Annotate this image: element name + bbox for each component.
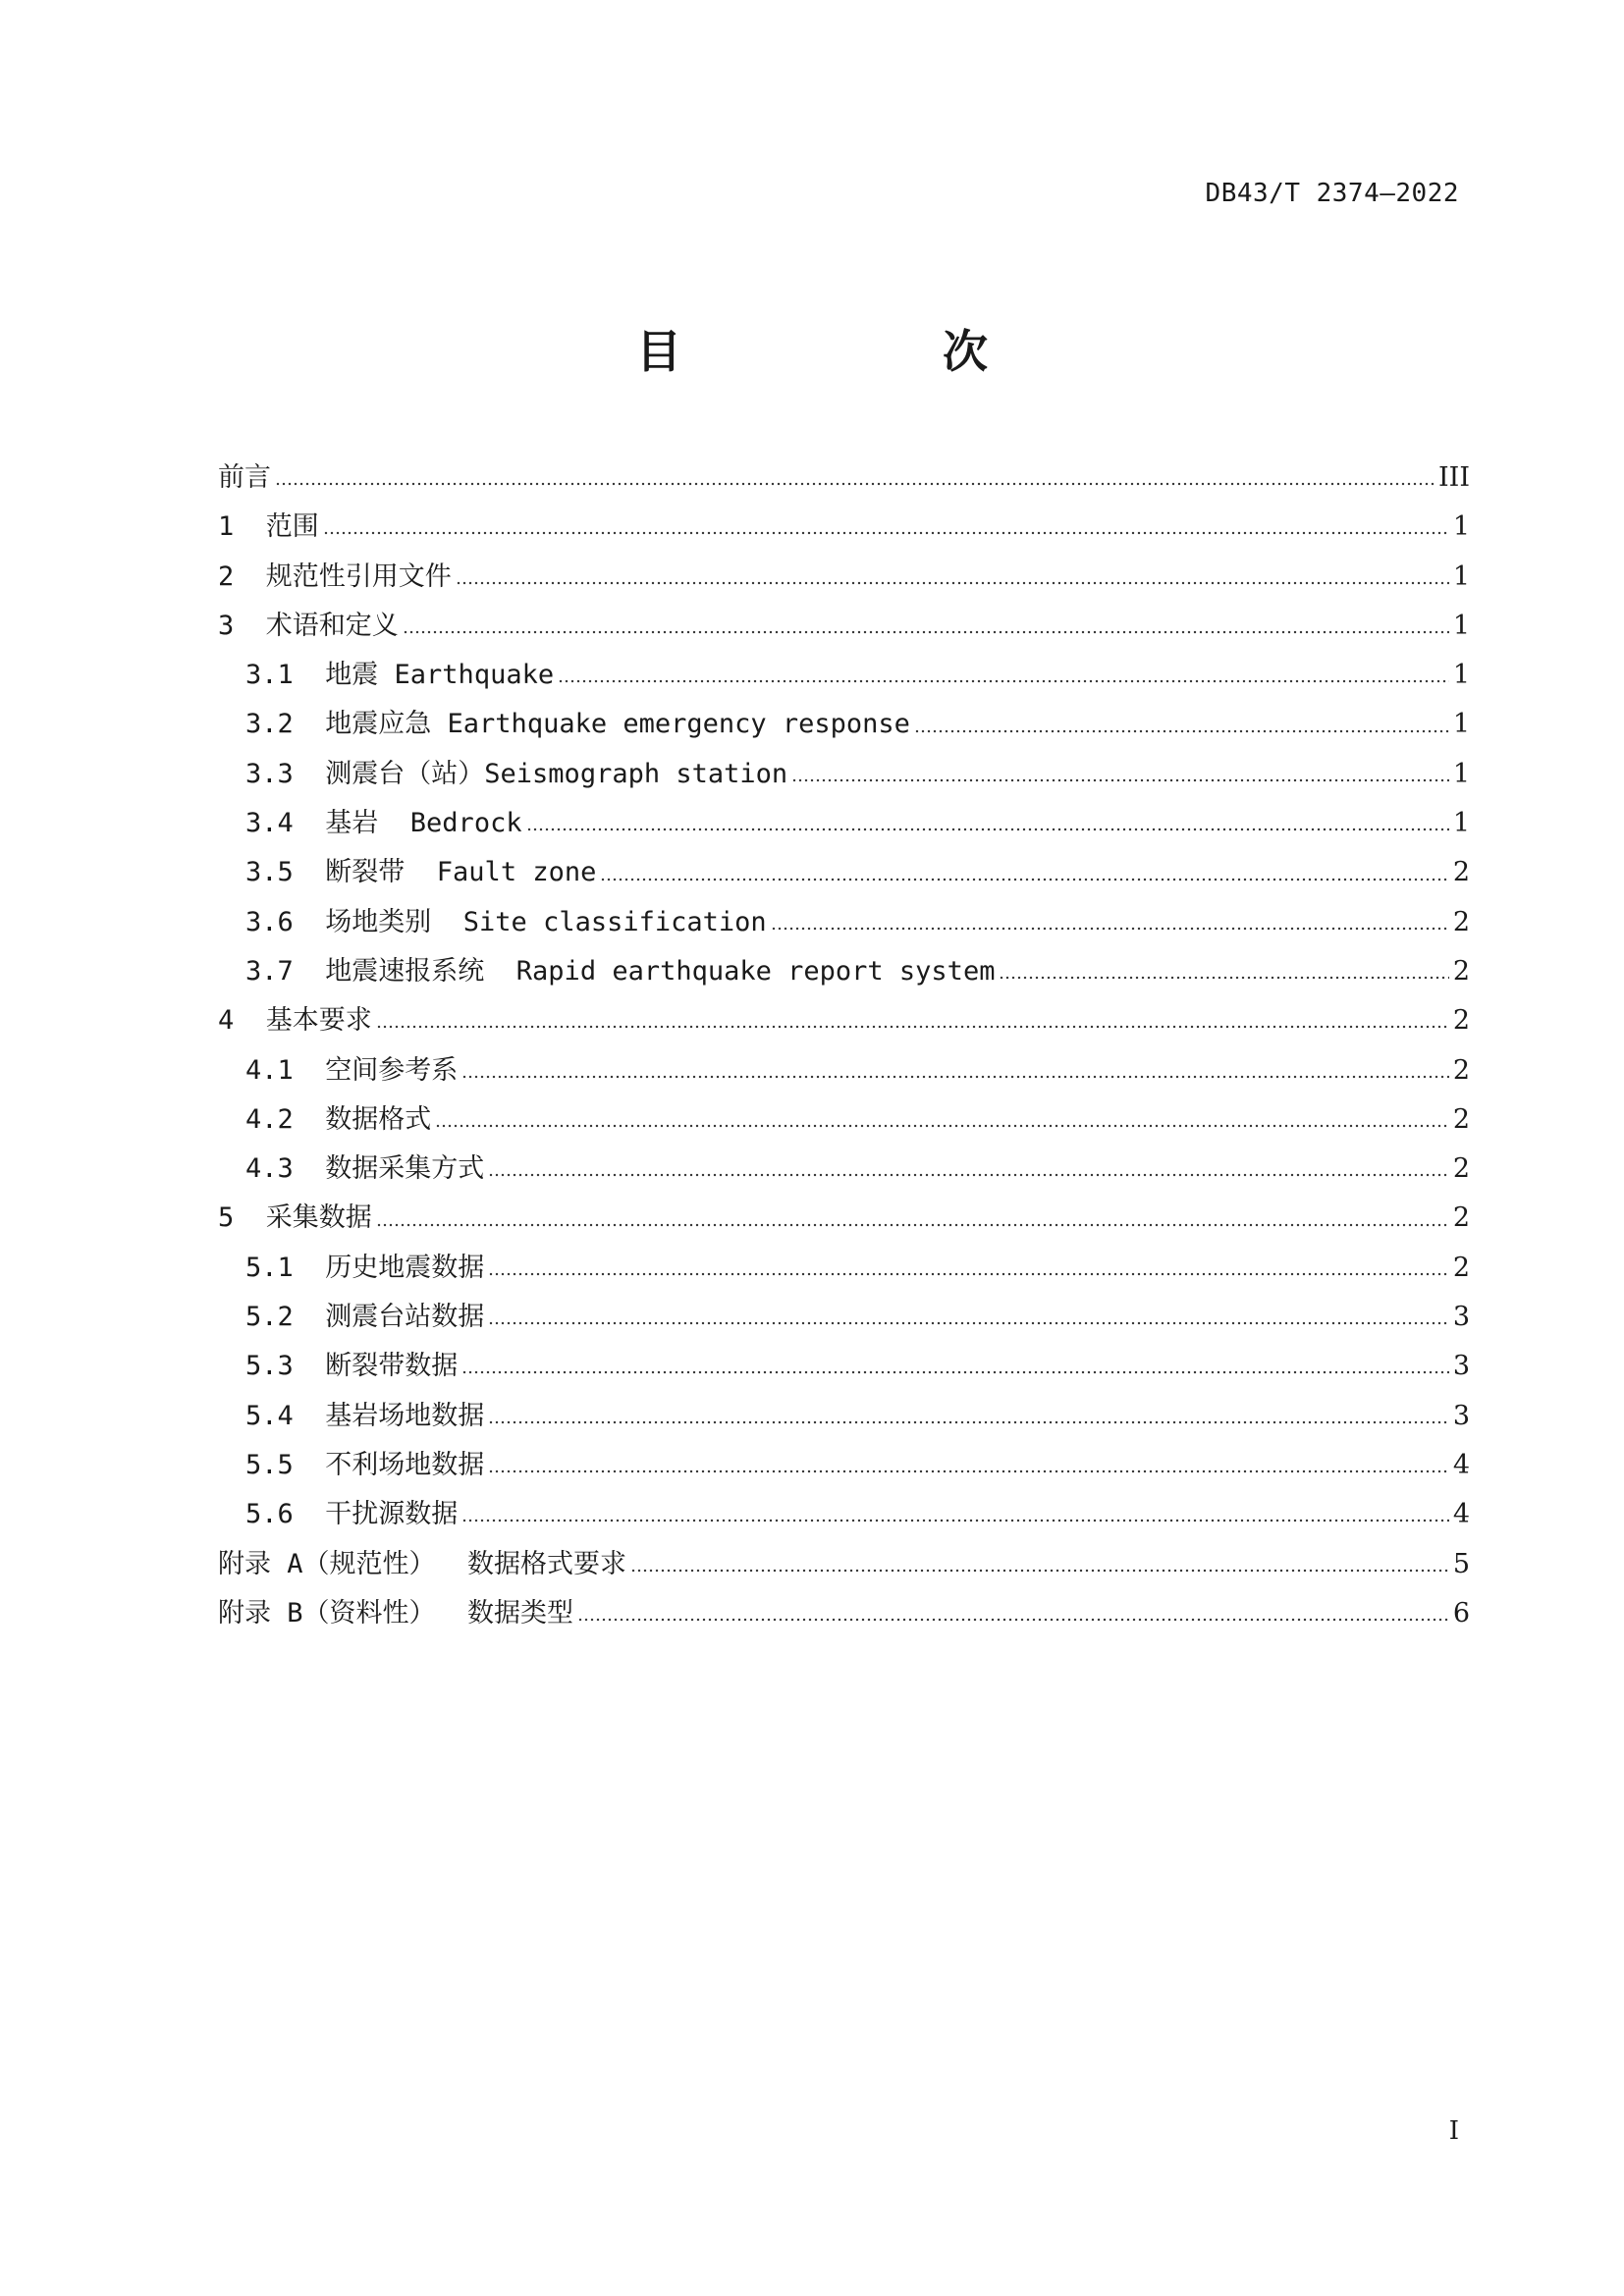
dot-leader [461, 1370, 1449, 1374]
toc-entry-number: 3.2 [245, 709, 326, 740]
toc-entry[interactable] [218, 1490, 1470, 1539]
toc-entry-number: 5.4 [245, 1400, 326, 1431]
toc-entry-page: 2 [1452, 955, 1470, 987]
toc-entry-title: 不利场地数据 [325, 1449, 485, 1480]
dot-leader [488, 1173, 1449, 1177]
dot-leader [791, 778, 1449, 782]
toc-entry-page: III [1438, 462, 1470, 493]
dot-leader [376, 1025, 1449, 1029]
toc-entry-page: 2 [1452, 1202, 1470, 1234]
toc-entry-page: 4 [1452, 1499, 1470, 1530]
toc-entry[interactable] [218, 1194, 1470, 1243]
toc-entry[interactable] [218, 503, 1470, 552]
toc-entry[interactable] [218, 750, 1470, 799]
toc-entry-number: 3 [218, 610, 266, 641]
table-of-contents [218, 454, 1470, 1638]
toc-entry-page: 1 [1452, 511, 1470, 543]
toc-entry[interactable] [218, 1441, 1470, 1490]
toc-entry[interactable] [218, 553, 1470, 602]
toc-entry-page: 5 [1452, 1548, 1470, 1579]
dot-leader [323, 531, 1449, 535]
toc-entry-number: 3.6 [245, 906, 326, 937]
dot-leader [488, 1272, 1449, 1276]
dot-leader [526, 828, 1449, 831]
toc-entry-number: 3.5 [245, 857, 326, 888]
dot-leader [914, 729, 1449, 733]
toc-entry-title: 地震应急 Earthquake emergency response [325, 709, 910, 740]
dot-leader [376, 1223, 1449, 1227]
toc-entry-page: 3 [1452, 1400, 1470, 1431]
toc-entry-page: 1 [1452, 561, 1470, 592]
toc-entry-title: 断裂带 Fault zone [325, 857, 597, 888]
toc-entry-title: 附录 A（规范性） 数据格式要求 [218, 1548, 627, 1579]
dot-leader [488, 1420, 1449, 1424]
page-number: I [1448, 2116, 1459, 2146]
document-code: DB43/T 2374—2022 [1205, 179, 1459, 208]
dot-leader [558, 679, 1449, 683]
toc-entry[interactable] [218, 1342, 1470, 1391]
toc-entry[interactable] [218, 1046, 1470, 1095]
toc-entry-page: 1 [1452, 758, 1470, 789]
toc-entry-number: 5.5 [245, 1449, 326, 1480]
toc-entry-title: 数据格式 [325, 1103, 432, 1135]
toc-entry-page: 2 [1452, 1054, 1470, 1086]
toc-entry-page: 2 [1452, 1005, 1470, 1037]
toc-entry-page: 3 [1452, 1302, 1470, 1333]
toc-entry-title: 测震台站数据 [325, 1302, 485, 1333]
toc-entry-page: 2 [1452, 906, 1470, 937]
toc-entry[interactable] [218, 898, 1470, 947]
toc-entry-page: 1 [1452, 709, 1470, 740]
toc-entry-title: 断裂带数据 [325, 1351, 459, 1382]
toc-entry-number: 4.1 [245, 1054, 326, 1086]
dot-leader [461, 1519, 1449, 1522]
toc-entry-number: 5.2 [245, 1302, 326, 1333]
toc-entry[interactable] [218, 1244, 1470, 1293]
toc-entry-number: 4 [218, 1005, 266, 1037]
toc-entry-page: 3 [1452, 1351, 1470, 1382]
toc-entry-title: 基本要求 [265, 1005, 372, 1037]
toc-entry-number: 2 [218, 561, 266, 592]
dot-leader [488, 1469, 1449, 1473]
dot-leader [771, 927, 1449, 931]
toc-entry[interactable] [218, 1540, 1470, 1589]
toc-entry-page: 2 [1452, 1103, 1470, 1135]
toc-entry-page: 6 [1452, 1597, 1470, 1629]
page-title: 目 次 [636, 325, 1045, 378]
dot-leader [999, 976, 1448, 980]
toc-entry-title: 范围 [265, 511, 319, 543]
toc-entry[interactable] [218, 947, 1470, 996]
toc-entry-page: 1 [1452, 610, 1470, 641]
toc-entry[interactable] [218, 1392, 1470, 1441]
toc-entry-title: 地震 Earthquake [325, 660, 555, 691]
toc-entry-title: 空间参考系 [325, 1054, 459, 1086]
toc-entry-number: 5 [218, 1202, 266, 1234]
toc-entry-number: 3.1 [245, 660, 326, 691]
toc-entry-number: 5.6 [245, 1499, 326, 1530]
toc-entry-page: 2 [1452, 857, 1470, 888]
toc-entry-title: 规范性引用文件 [265, 561, 452, 592]
toc-entry-page: 1 [1452, 808, 1470, 839]
dot-leader [630, 1569, 1449, 1573]
toc-entry[interactable] [218, 996, 1470, 1045]
toc-entry[interactable] [218, 602, 1470, 651]
toc-entry[interactable] [218, 454, 1470, 503]
toc-entry-number: 3.4 [245, 808, 326, 839]
dot-leader [600, 878, 1448, 881]
toc-entry-page: 1 [1452, 660, 1470, 691]
toc-entry-title: 场地类别 Site classification [325, 906, 767, 937]
toc-entry-title: 采集数据 [265, 1202, 372, 1234]
toc-entry[interactable] [218, 700, 1470, 749]
dot-leader [488, 1321, 1449, 1325]
toc-entry-title: 术语和定义 [265, 610, 399, 641]
toc-entry-number: 3.3 [245, 758, 326, 789]
toc-entry-number: 5.3 [245, 1351, 326, 1382]
toc-entry-title: 附录 B（资料性） 数据类型 [218, 1597, 574, 1629]
toc-entry-title: 基岩场地数据 [325, 1400, 485, 1431]
toc-entry[interactable] [218, 1145, 1470, 1194]
toc-entry-page: 2 [1452, 1252, 1470, 1283]
dot-leader [403, 630, 1449, 634]
toc-entry-title: 基岩 Bedrock [325, 808, 522, 839]
toc-entry-title: 地震速报系统 Rapid earthquake report system [325, 955, 996, 987]
dot-leader [275, 482, 1435, 486]
toc-entry[interactable] [218, 848, 1470, 897]
dot-leader [577, 1618, 1449, 1622]
dot-leader [435, 1124, 1449, 1128]
toc-entry[interactable] [218, 1589, 1470, 1638]
toc-entry-number: 4.2 [245, 1103, 326, 1135]
toc-entry-number: 1 [218, 511, 266, 543]
dot-leader [461, 1075, 1449, 1079]
toc-entry-number: 4.3 [245, 1153, 326, 1185]
toc-entry-title: 干扰源数据 [325, 1499, 459, 1530]
toc-entry[interactable] [218, 799, 1470, 848]
toc-entry-number: 3.7 [245, 955, 326, 987]
toc-entry-number: 5.1 [245, 1252, 326, 1283]
toc-entry-title: 测震台（站）Seismograph station [325, 758, 788, 789]
dot-leader [456, 581, 1449, 585]
toc-entry-page: 2 [1452, 1153, 1470, 1185]
toc-entry[interactable] [218, 1293, 1470, 1342]
toc-entry[interactable] [218, 1095, 1470, 1145]
toc-entry-title: 前言 [218, 462, 271, 493]
toc-entry-title: 数据采集方式 [325, 1153, 485, 1185]
toc-entry[interactable] [218, 651, 1470, 700]
toc-entry-title: 历史地震数据 [325, 1252, 485, 1283]
toc-entry-page: 4 [1452, 1449, 1470, 1480]
